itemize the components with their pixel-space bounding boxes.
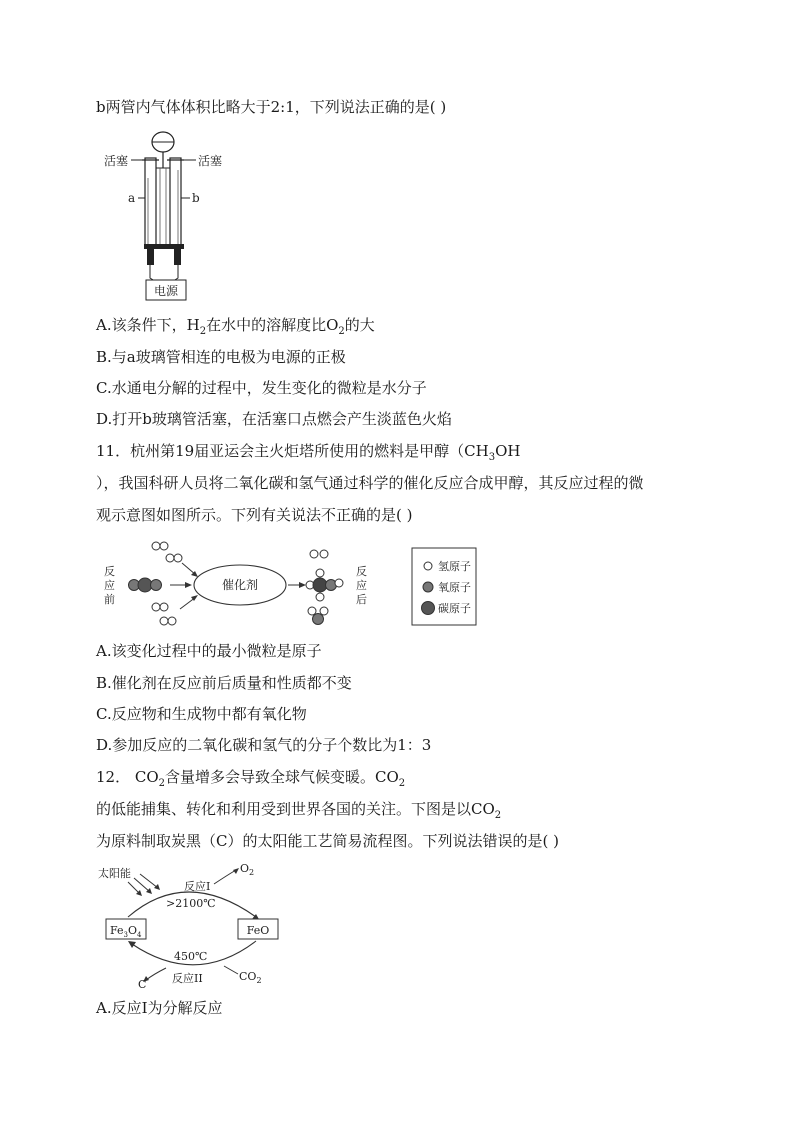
- tube-a-label: a: [128, 191, 136, 205]
- q11-option-c: C.反应物和生成物中都有氧化物: [96, 705, 307, 723]
- reaction1-label: 反应I: [184, 880, 211, 893]
- hydrogen-atom: [160, 617, 168, 625]
- after-char-1: 反: [356, 565, 367, 578]
- q11-option-b: B.催化剂在反应前后质量和性质都不变: [96, 674, 352, 692]
- carbon-product-label: C: [138, 978, 147, 991]
- tube-a: [145, 158, 156, 246]
- electrode-left: [147, 249, 154, 265]
- before-char-3: 前: [104, 593, 115, 606]
- hydrogen-atom: [168, 617, 176, 625]
- tube-b: [170, 158, 181, 246]
- q12-line1: 12． $CO_2$含量增多会导致全球气候变暖。$CO_2$: [96, 768, 406, 789]
- co2-input-label: $CO_2$: [239, 970, 262, 985]
- q12-option-a: A.反应Ⅰ为分解反应: [96, 999, 223, 1017]
- temp2-label: 450℃: [174, 950, 208, 963]
- q11-line3: 观示意图如图所示。下列有关说法不正确的是( ): [96, 506, 413, 524]
- electrolysis-apparatus-figure: [100, 128, 230, 303]
- q12-line3: 为原料制取炭黑（C）的太阳能工艺简易流程图。下列说法错误的是( ): [96, 832, 559, 850]
- after-char-3: 后: [356, 593, 367, 606]
- q10-option-b: B.与a玻璃管相连的电极为电源的正极: [96, 348, 346, 366]
- hydrogen-atom: [316, 569, 324, 577]
- hydrogen-atom: [152, 542, 160, 550]
- q11-option-d: D.参加反应的二氧化碳和氢气的分子个数比为1：3: [96, 736, 432, 754]
- power-label: 电源: [153, 284, 179, 298]
- legend-carbon: 碳原子: [438, 602, 471, 615]
- q10-stem: b两管内气体体积比略大于2:1，下列说法正确的是( ): [96, 98, 447, 116]
- hydrogen-atom: [335, 579, 343, 587]
- q11-line1: 11．杭州第19届亚运会主火炬塔所使用的燃料是甲醇（$CH_3OH$: [96, 442, 521, 463]
- carbon-atom: [138, 578, 152, 592]
- right-stopcock-label: 活塞: [198, 154, 223, 168]
- reaction2-label: 反应II: [172, 972, 203, 985]
- electrode-right: [174, 249, 181, 265]
- oxygen-atom: [313, 614, 324, 625]
- hydrogen-atom: [166, 554, 174, 562]
- before-char-2: 应: [104, 579, 115, 592]
- after-char-2: 应: [356, 579, 367, 592]
- q10-option-a: A.该条件下，$H_2$在水中的溶解度比$O_2$的大: [96, 316, 375, 337]
- legend-oxygen-icon: [423, 582, 433, 592]
- q10-option-d: D.打开b玻璃管活塞，在活塞口点燃会产生淡蓝色火焰: [96, 410, 452, 428]
- oxygen-atom: [151, 580, 162, 591]
- solar-process-flow-figure: [96, 862, 296, 992]
- hydrogen-atom: [152, 603, 160, 611]
- feo-label: FeO: [246, 924, 270, 937]
- temp1-label: >2100℃: [166, 897, 216, 910]
- carbon-atom: [313, 578, 327, 592]
- legend-oxygen: 氧原子: [438, 581, 471, 594]
- catalyst-label: 催化剂: [221, 578, 259, 592]
- left-stopcock-label: 活塞: [104, 154, 129, 168]
- o2-label: $O_2$: [240, 862, 255, 877]
- hydrogen-atom: [308, 607, 316, 615]
- oxygen-atom: [326, 580, 337, 591]
- q10-option-c: C.水通电分解的过程中，发生变化的微粒是水分子: [96, 379, 427, 397]
- legend-carbon-icon: [422, 602, 435, 615]
- legend-hydrogen-icon: [424, 562, 432, 570]
- tube-b-label: b: [192, 191, 200, 205]
- q11-line2: ），我国科研人员将二氧化碳和氢气通过科学的催化反应合成甲醇，其反应过程的微: [96, 474, 644, 492]
- hydrogen-atom: [160, 542, 168, 550]
- hydrogen-atom: [174, 554, 182, 562]
- q11-option-a: A.该变化过程中的最小微粒是原子: [96, 642, 322, 660]
- hydrogen-atom: [316, 593, 324, 601]
- legend-hydrogen: 氢原子: [438, 560, 471, 573]
- fe3o4-label: $Fe_3O_4$: [110, 924, 142, 939]
- hydrogen-atom: [310, 550, 318, 558]
- apparatus-base: [144, 244, 184, 249]
- reaction-microscopic-figure: [98, 535, 478, 630]
- before-char-1: 反: [104, 565, 115, 578]
- hydrogen-atom: [160, 603, 168, 611]
- q12-line2: 的低能捕集、转化和利用受到世界各国的关注。下图是以$CO_2$: [96, 800, 502, 821]
- hydrogen-atom: [320, 550, 328, 558]
- solar-label: 太阳能: [98, 867, 131, 880]
- hydrogen-atom: [320, 607, 328, 615]
